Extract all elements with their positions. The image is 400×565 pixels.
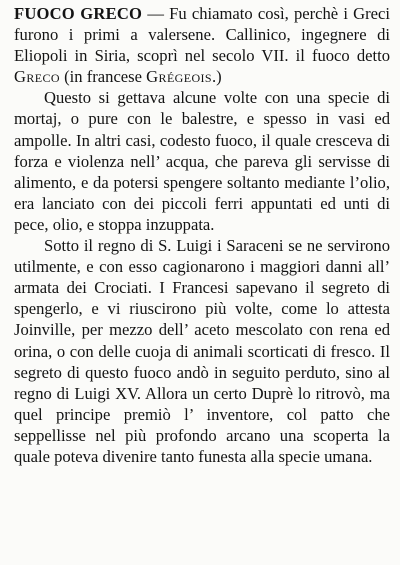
entry-headword: FUOCO GRECO (14, 4, 143, 23)
term-french: Grégeois (146, 67, 213, 87)
entry-intro-paragraph (14, 3, 390, 87)
body-paragraph-1: Questo si gettava alcune volte con una specie di mortaj, o pure con le balestre, e spesso in vasi ed ampolle. In altri casi, codesto fuoco, il quale cresceva di forza e violenza nell’ acqua, che pareva gli servisse di alimento, e da potersi spengere soltanto mediante l’olio, era lanciato con dei piccoli ferri appuntati ed unti di pece, olio, e stoppa inzuppata. (14, 88, 390, 234)
intro-text-2: (in francese (60, 67, 147, 87)
body-paragraph-2: Sotto il regno di S. Luigi i Saraceni se ne servirono utilmente, e con esso cagionarono i maggiori danni all’ armata dei Crociati. I Francesi sapevano il segreto di spengerlo, e vi riuscirono più volte, come lo attesta Joinville, per mezzo dell’ aceto mescolato con rena ed orina, o con delle cuoja di animali scorticati di fresco. Il segreto di questo fuoco andò in seguito perduto, sino al regno di Luigi XV. Allora un certo Duprè lo ritrovò, ma quel principe premiò l’ inventore, col patto che seppellisse nel più profondo arcano una scoperta la quale poteva divenire tanto funesta alla specie umana. (14, 236, 390, 466)
intro-text-3: .) (212, 67, 222, 87)
term-italian: Greco (14, 67, 60, 87)
encyclopedia-entry (14, 3, 390, 467)
intro-text-1: — Fu chiamato così, perchè i Greci furono i primi a valersene. Callinico, ingegnere di Eliopoli in Siria, scoprì nel secolo VII. il fuoco detto (14, 4, 391, 66)
